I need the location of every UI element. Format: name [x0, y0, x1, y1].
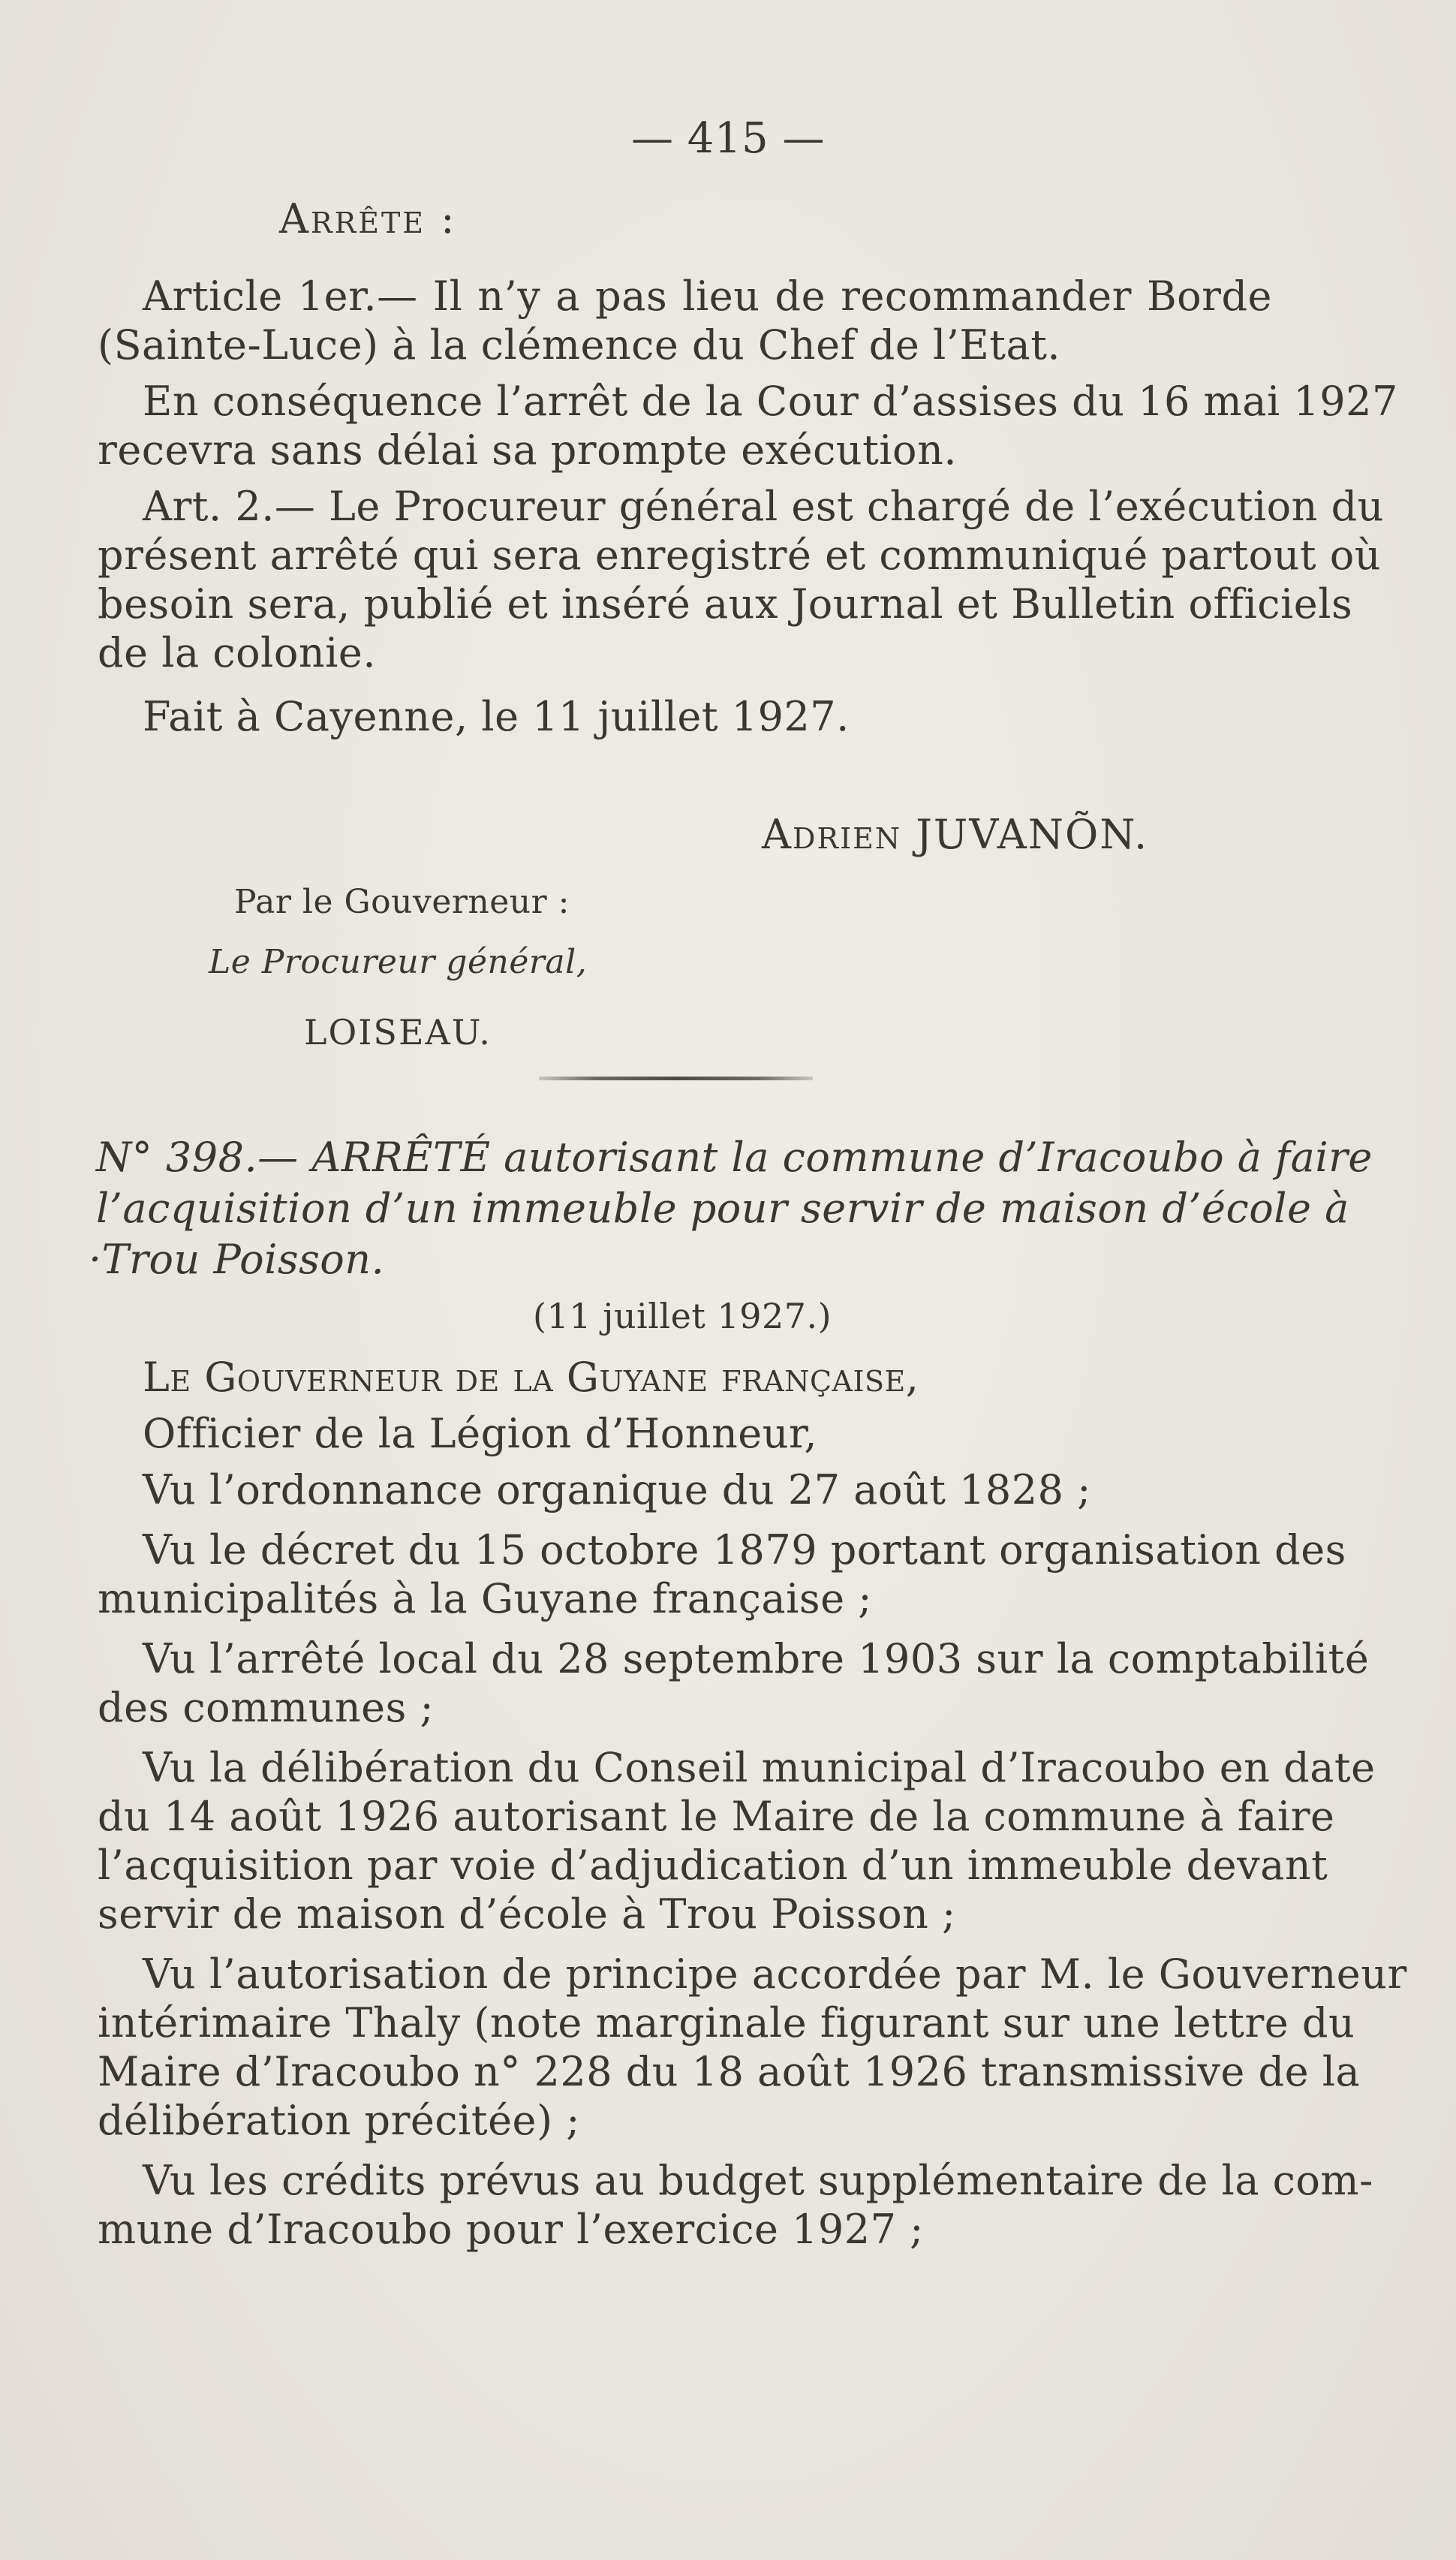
article2-line-2: présent arrêté qui sera enregistré et communiqué partout où	[98, 532, 1382, 579]
article1-line-2: (Sainte-Luce) à la clémence du Chef de l’Etat.	[98, 321, 1061, 369]
consideration-4-line-3: l’acquisition par voie d’adjudication d’un immeuble devant	[98, 1842, 1328, 1889]
signatory-last-name: JUVANÕN.	[916, 811, 1149, 858]
consequence-line-2: recevra sans délai sa prompte exécution.	[98, 426, 958, 474]
countersign-by-line: Par le Gouverneur :	[234, 883, 570, 921]
governor-line: Le Gouverneur de la Guyane française,	[143, 1354, 919, 1401]
decision-heading: Arrête :	[279, 195, 457, 242]
consideration-2-line-2: municipalités à la Guyane française ;	[98, 1575, 872, 1622]
decree-date: (11 juillet 1927.)	[533, 1296, 832, 1336]
consideration-3-line-2: des communes ;	[98, 1684, 435, 1731]
consideration-4-line-1: Vu la délibération du Conseil municipal d’Iracoubo en date	[143, 1744, 1376, 1791]
consequence-line-1: En conséquence l’arrêt de la Cour d’assises du 16 mai 1927	[143, 378, 1398, 425]
officer-line: Officier de la Légion d’Honneur,	[143, 1410, 818, 1457]
signatory	[762, 812, 1148, 857]
decree-title-line-1: N° 398.— ARRÊTÉ autorisant la commune d’Iracoubo à faire	[96, 1134, 1373, 1181]
done-at-line: Fait à Cayenne, le 11 juillet 1927.	[143, 693, 850, 740]
article1-line-1: Article 1er.— Il n’y a pas lieu de recommander Borde	[143, 273, 1272, 320]
article2-line-3: besoin sera, publié et inséré aux Journal et Bulletin officiels	[98, 580, 1353, 628]
consideration-5-line-2: intérimaire Thaly (note marginale figurant sur une lettre du	[98, 1999, 1355, 2046]
article2-line-4: de la colonie.	[98, 629, 377, 676]
countersign-name: LOISEAU.	[304, 1012, 492, 1053]
decree-title-line-2: l’acquisition d’un immeuble pour servir de maison d’école à	[96, 1185, 1349, 1232]
countersign-role: Le Procureur général,	[209, 943, 588, 981]
consideration-5-line-4: délibération précitée) ;	[98, 2097, 580, 2144]
consideration-5-line-1: Vu l’autorisation de principe accordée par M. le Gouverneur	[143, 1950, 1407, 1998]
decree-title-line-3: ·Trou Poisson.	[89, 1236, 385, 1283]
consideration-4-line-2: du 14 août 1926 autorisant le Maire de la commune à faire	[98, 1793, 1335, 1840]
article2-line-1: Art. 2.— Le Procureur général est chargé de l’exécution du	[143, 483, 1384, 530]
consideration-4-line-4: servir de maison d’école à Trou Poisson ;	[98, 1890, 956, 1938]
signatory-first-name: Adrien	[762, 811, 902, 858]
consideration-2-line-1: Vu le décret du 15 octobre 1879 portant organisation des	[143, 1526, 1346, 1574]
section-separator-rule	[539, 1077, 813, 1080]
consideration-6-line-2: mune d’Iracoubo pour l’exercice 1927 ;	[98, 2206, 924, 2253]
consideration-1-line-1: Vu l’ordonnance organique du 27 août 1828 ;	[143, 1466, 1091, 1513]
page-number: — 415 —	[631, 114, 825, 163]
consideration-5-line-3: Maire d’Iracoubo n° 228 du 18 août 1926 transmissive de la	[98, 2048, 1361, 2095]
consideration-6-line-1: Vu les crédits prévus au budget supplémentaire de la com-	[143, 2157, 1373, 2204]
consideration-3-line-1: Vu l’arrêté local du 28 septembre 1903 sur la comptabilité	[143, 1635, 1370, 1682]
